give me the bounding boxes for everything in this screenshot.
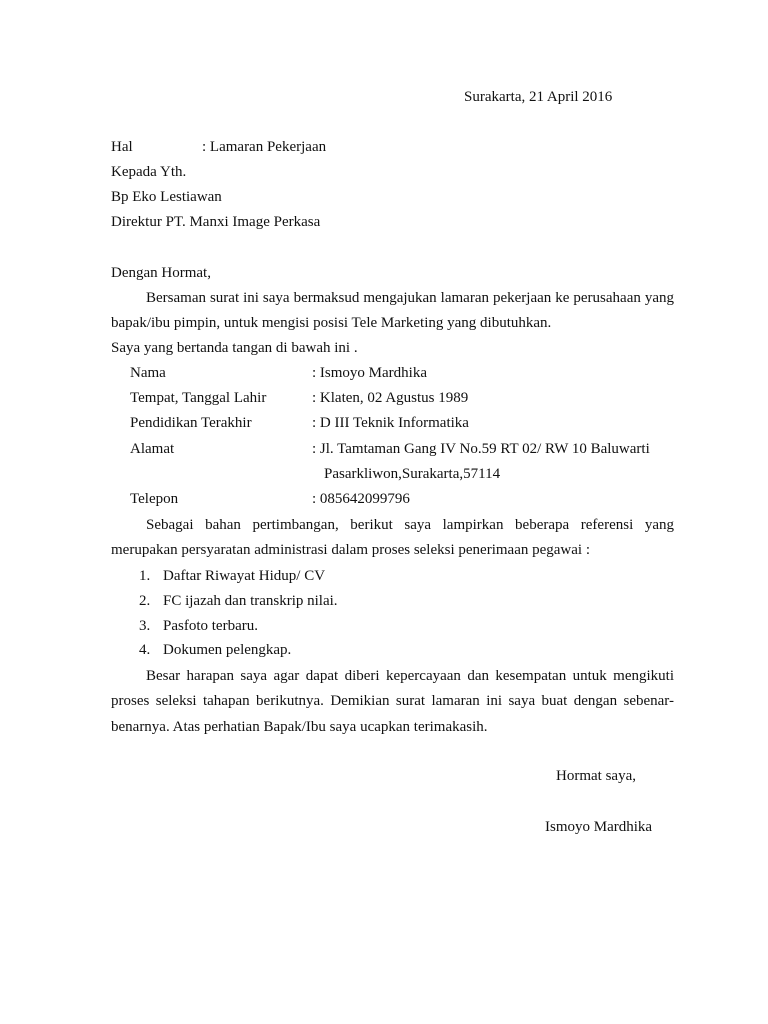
list-item-number: 2.: [139, 593, 151, 609]
field-value-phone: : 085642099796: [312, 491, 410, 507]
list-item: Dokumen pelengkap.: [163, 642, 292, 658]
greeting: Dengan Hormat,: [111, 265, 211, 281]
attachments-intro-line: merupakan persyaratan administrasi dalam proses seleksi penerimaan pegawai :: [111, 542, 590, 558]
undersigned-statement: Saya yang bertanda tangan di bawah ini .: [111, 340, 358, 356]
place-date: Surakarta, 21 April 2016: [464, 89, 613, 105]
signoff: Hormat saya,: [556, 768, 636, 784]
closing-paragraph-line: benarnya. Atas perhatian Bapak/Ibu saya ucapkan terimakasih.: [111, 719, 488, 735]
list-item: Daftar Riwayat Hidup/ CV: [163, 568, 326, 584]
closing-paragraph-line: Besar harapan saya agar dapat diberi kepercayaan dan kesempatan untuk mengikuti: [146, 668, 674, 684]
list-item-number: 4.: [139, 642, 151, 658]
field-value-address-cont: Pasarkliwon,Surakarta,57114: [324, 466, 501, 482]
field-value-name: : Ismoyo Mardhika: [312, 365, 427, 381]
subject-label: Hal: [111, 139, 133, 155]
list-item: FC ijazah dan transkrip nilai.: [163, 593, 338, 609]
recipient-name: Bp Eko Lestiawan: [111, 189, 222, 205]
field-label-phone: Telepon: [130, 491, 179, 507]
intro-paragraph-line: bapak/ibu pimpin, untuk mengisi posisi Tele Marketing yang dibutuhkan.: [111, 315, 552, 331]
closing-paragraph-line: proses seleksi tahapan berikutnya. Demikian surat lamaran ini saya buat dengan sebenar-: [111, 693, 674, 709]
attachments-intro-line: Sebagai bahan pertimbangan, berikut saya lampirkan beberapa referensi yang: [146, 517, 674, 533]
list-item-number: 1.: [139, 568, 151, 584]
recipient-salutation: Kepada Yth.: [111, 164, 187, 180]
field-value-education: : D III Teknik Informatika: [312, 415, 469, 431]
intro-paragraph-line: Bersaman surat ini saya bermaksud mengajukan lamaran pekerjaan ke perusahaan yang: [146, 290, 674, 306]
field-label-education: Pendidikan Terakhir: [130, 415, 252, 431]
signature-name: Ismoyo Mardhika: [545, 819, 653, 835]
field-label-address: Alamat: [130, 441, 175, 457]
recipient-title: Direktur PT. Manxi Image Perkasa: [111, 214, 321, 230]
field-label-name: Nama: [130, 365, 166, 381]
subject-value: : Lamaran Pekerjaan: [202, 139, 327, 155]
field-value-address: : Jl. Tamtaman Gang IV No.59 RT 02/ RW 10 Baluwarti: [312, 441, 650, 457]
list-item-number: 3.: [139, 618, 151, 634]
field-value-birth: : Klaten, 02 Agustus 1989: [312, 390, 469, 406]
field-label-birth: Tempat, Tanggal Lahir: [130, 390, 267, 406]
list-item: Pasfoto terbaru.: [163, 618, 258, 634]
